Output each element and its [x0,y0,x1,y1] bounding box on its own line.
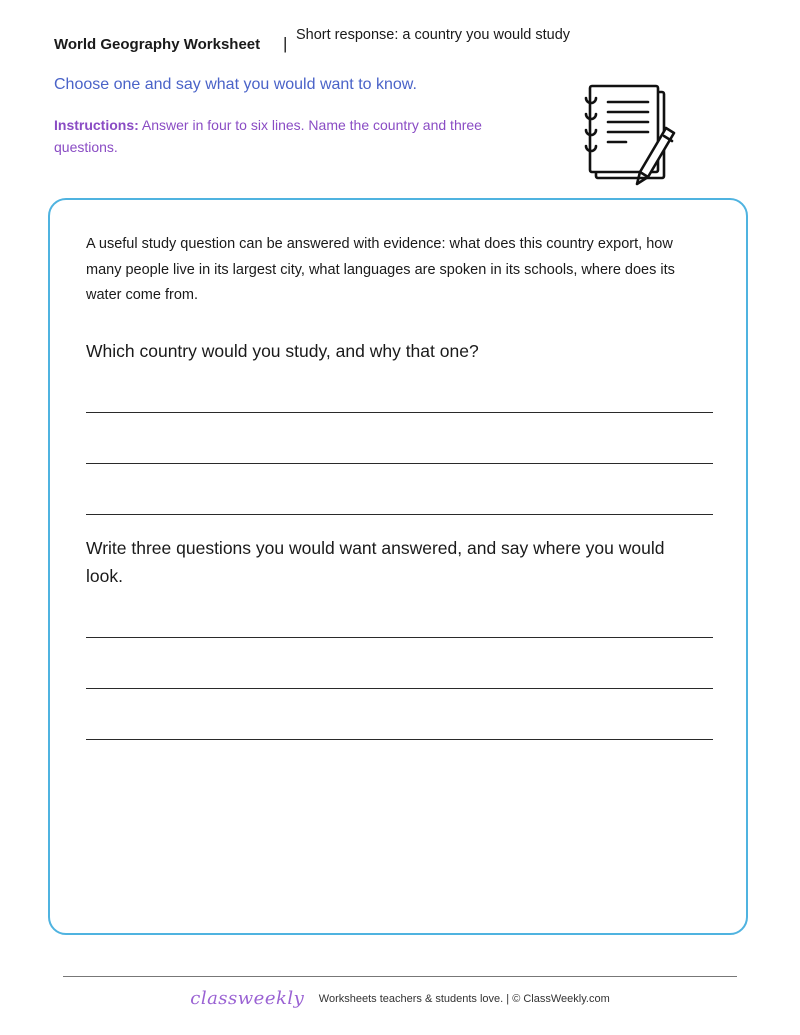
answer-line[interactable] [86,412,713,413]
worksheet-subtitle: Short response: a country you would study [296,27,571,43]
title-separator: | [283,34,288,53]
answer-line[interactable] [86,463,713,464]
footer-tagline: Worksheets teachers & students love. | © ClassWeekly.com [318,992,610,1005]
notebook-pencil-icon [580,80,684,192]
footer [0,988,800,1018]
answer-line[interactable] [86,514,713,515]
intro-text: A useful study question can be answered with evidence: what does this country export, how many people live in its largest city, what languages are spoken in its schools, where does its water come from. [86,236,675,303]
answer-line[interactable] [86,688,713,689]
question-1: Which country would you study, and why that one? [86,341,479,361]
instructions-text: Answer in four to six lines. Name the country and three questions. [54,117,482,155]
brand-logo: classweekly [190,988,305,1009]
instructions [54,114,514,158]
worksheet-title: World Geography Worksheet [54,36,261,53]
answer-line[interactable] [86,637,713,638]
question-2: Write three questions you would want answered, and say where you would look. [86,538,665,586]
worksheet-header [54,27,614,67]
answer-line[interactable] [86,739,713,740]
instructions-label: Instructions: [54,117,139,133]
prompt-text: Choose one and say what you would want to know. [54,76,417,93]
footer-divider [63,976,737,977]
